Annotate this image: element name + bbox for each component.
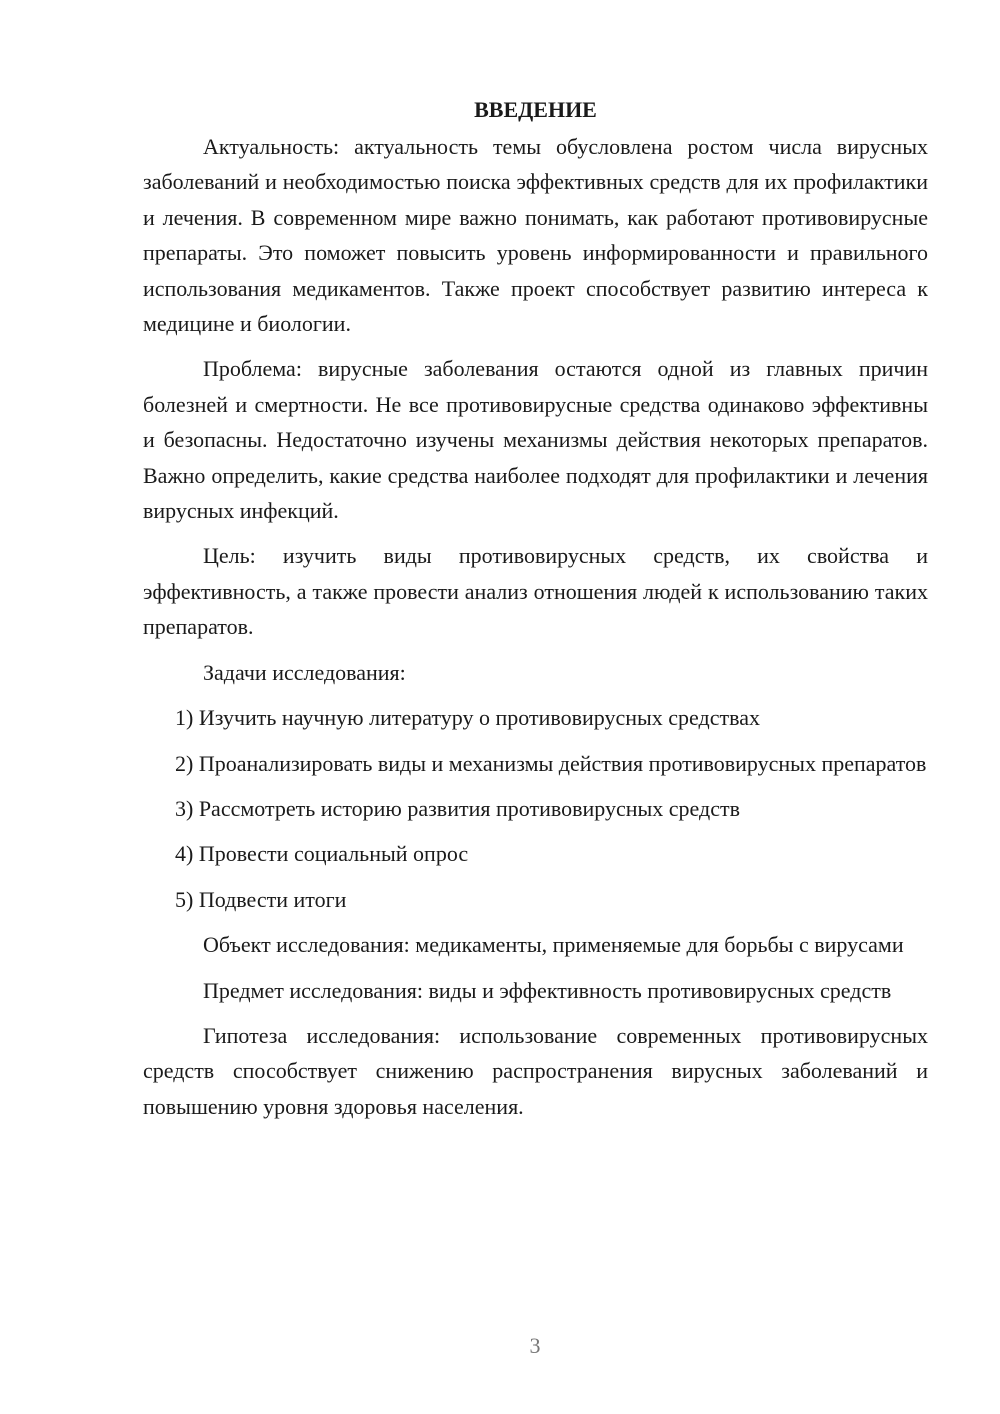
paragraph-subject: Предмет исследования: виды и эффективность противовирусных средств — [203, 977, 892, 1003]
paragraph-object: Объект исследования: медикаменты, применяемые для борьбы с вирусами — [203, 932, 904, 958]
paragraph-relevance: Актуальность: актуальность темы обусловлена ростом числа вирусных заболеваний и необходимостью поиска эффективных средств для их профилактики и лечения. В современном мире важно понимать, как работают противовирусные препараты. Это поможет повысить уровень информированности и правильного использования медикаментов. Также проект способствует развитию интереса к медицине и биологии. — [143, 134, 928, 337]
document-page — [143, 92, 928, 1134]
task-item-3: 3) Рассмотреть историю развития противовирусных средств — [175, 795, 740, 821]
task-item-4: 4) Провести социальный опрос — [175, 841, 469, 867]
page-number: 3 — [529, 1333, 541, 1358]
tasks-list — [143, 700, 928, 917]
paragraph-problem: Проблема: вирусные заболевания остаются одной из главных причин болезней и смертности. Не все противовирусные средства одинаково эффективны и безопасны. Недостаточно изучены механизмы действия некоторых препаратов. Важно определить, какие средства наиболее подходят для профилактики и лечения вирусных инфекций. — [143, 356, 928, 524]
task-item-5: 5) Подвести итоги — [175, 886, 347, 912]
page-title: ВВЕДЕНИЕ — [474, 97, 597, 122]
task-item-2: 2) Проанализировать виды и механизмы действия противовирусных препаратов — [175, 750, 927, 776]
tasks-heading: Задачи исследования: — [203, 659, 406, 685]
task-item-1: 1) Изучить научную литературу о противовирусных средствах — [175, 705, 760, 731]
paragraph-goal: Цель: изучить виды противовирусных средств, их свойства и эффективность, а также провести анализ отношения людей к использованию таких препаратов. — [143, 543, 928, 640]
paragraph-hypothesis: Гипотеза исследования: использование современных противовирусных средств способствует снижению распространения вирусных заболеваний и повышению уровня здоровья населения. — [143, 1022, 928, 1119]
